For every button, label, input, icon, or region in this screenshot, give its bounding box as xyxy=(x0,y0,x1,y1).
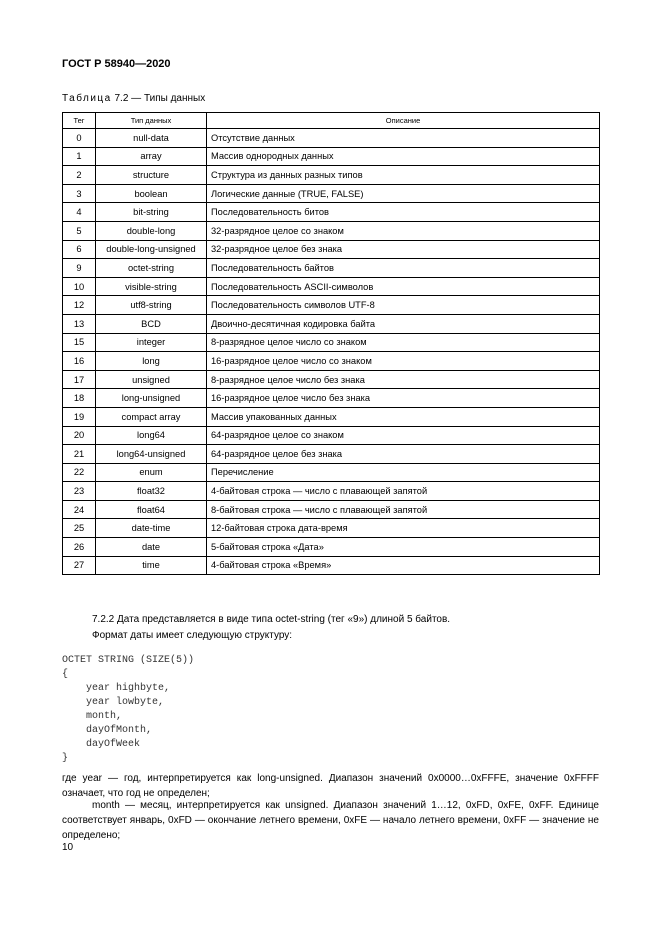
cell-tag: 25 xyxy=(63,519,96,538)
table-row xyxy=(63,240,600,259)
cell-type: utf8-string xyxy=(96,296,207,315)
cell-tag: 9 xyxy=(63,259,96,278)
cell-description: Массив однородных данных xyxy=(207,147,600,166)
table-row xyxy=(63,426,600,445)
cell-type: double-long xyxy=(96,221,207,240)
cell-tag: 3 xyxy=(63,184,96,203)
cell-description: Последовательность байтов xyxy=(207,259,600,278)
code-block: OCTET STRING (SIZE(5)) { year highbyte, year lowbyte, month, dayOfMonth, dayOfWeek } xyxy=(62,655,195,764)
cell-type: bit-string xyxy=(96,203,207,222)
table-row xyxy=(63,407,600,426)
cell-description: 8-байтовая строка — число с плавающей запятой xyxy=(207,500,600,519)
paragraph-date-format: Формат даты имеет следующую структуру: xyxy=(92,630,293,641)
cell-description: Структура из данных разных типов xyxy=(207,166,600,185)
cell-tag: 15 xyxy=(63,333,96,352)
cell-type: enum xyxy=(96,463,207,482)
cell-tag: 16 xyxy=(63,352,96,371)
table-row xyxy=(63,333,600,352)
cell-type: visible-string xyxy=(96,277,207,296)
table-row xyxy=(63,184,600,203)
cell-type: float64 xyxy=(96,500,207,519)
table-row xyxy=(63,147,600,166)
paragraph-7-2-2: 7.2.2 Дата представляется в виде типа octet-string (тег «9») длиной 5 байтов. xyxy=(92,614,451,625)
cell-type: long xyxy=(96,352,207,371)
cell-type: unsigned xyxy=(96,370,207,389)
cell-description: 64-разрядное целое со знаком xyxy=(207,426,600,445)
cell-type: BCD xyxy=(96,314,207,333)
cell-description: 4-байтовая строка — число с плавающей запятой xyxy=(207,482,600,501)
header-tag: Тег xyxy=(63,113,96,129)
cell-description: 32-разрядное целое без знака xyxy=(207,240,600,259)
table-row xyxy=(63,166,600,185)
table-row xyxy=(63,277,600,296)
cell-description: Массив упакованных данных xyxy=(207,407,600,426)
table-row xyxy=(63,129,600,148)
cell-tag: 21 xyxy=(63,445,96,464)
cell-type: double-long-unsigned xyxy=(96,240,207,259)
table-row xyxy=(63,314,600,333)
paragraph-month: month — месяц, интерпретируется как unsigned. Диапазон значений 1…12, 0xFD, 0xFE, 0xFF. Единице соответствует январь, 0xFD — окончание летнего времени, 0xFE — начало летнего времени, 0xFF — значение не определено; xyxy=(62,800,599,841)
cell-tag: 19 xyxy=(63,407,96,426)
table-row xyxy=(63,463,600,482)
header-type: Тип данных xyxy=(96,113,207,129)
table-row xyxy=(63,445,600,464)
cell-description: 32-разрядное целое со знаком xyxy=(207,221,600,240)
cell-description: 16-разрядное целое число без знака xyxy=(207,389,600,408)
table-row xyxy=(63,482,600,501)
table-caption-prefix: Таблица xyxy=(62,93,112,104)
cell-tag: 10 xyxy=(63,277,96,296)
cell-type: float32 xyxy=(96,482,207,501)
table-row xyxy=(63,352,600,371)
cell-tag: 4 xyxy=(63,203,96,222)
cell-tag: 0 xyxy=(63,129,96,148)
paragraph-year: где year — год, интерпретируется как long-unsigned. Диапазон значений 0x0000…0xFFFE, значение 0xFFFF означает, что год не определен; xyxy=(62,773,599,799)
cell-type: long64 xyxy=(96,426,207,445)
table-row xyxy=(63,556,600,575)
document-header: ГОСТ Р 58940—2020 xyxy=(62,58,171,70)
cell-description: 12-байтовая строка дата-время xyxy=(207,519,600,538)
page-number: 10 xyxy=(62,842,74,853)
cell-type: boolean xyxy=(96,184,207,203)
cell-type: array xyxy=(96,147,207,166)
cell-tag: 12 xyxy=(63,296,96,315)
cell-description: Логические данные (TRUE, FALSE) xyxy=(207,184,600,203)
table-row xyxy=(63,259,600,278)
cell-tag: 5 xyxy=(63,221,96,240)
cell-description: Последовательность битов xyxy=(207,203,600,222)
table-row xyxy=(63,221,600,240)
cell-description: Перечисление xyxy=(207,463,600,482)
cell-type: time xyxy=(96,556,207,575)
cell-description: Отсутствие данных xyxy=(207,129,600,148)
cell-tag: 24 xyxy=(63,500,96,519)
cell-tag: 13 xyxy=(63,314,96,333)
cell-tag: 1 xyxy=(63,147,96,166)
cell-description: 5-байтовая строка «Дата» xyxy=(207,538,600,557)
table-row xyxy=(63,538,600,557)
cell-type: octet-string xyxy=(96,259,207,278)
table-row xyxy=(63,519,600,538)
cell-tag: 20 xyxy=(63,426,96,445)
table-row xyxy=(63,296,600,315)
cell-type: long-unsigned xyxy=(96,389,207,408)
cell-tag: 2 xyxy=(63,166,96,185)
cell-description: 8-разрядное целое число со знаком xyxy=(207,333,600,352)
cell-tag: 27 xyxy=(63,556,96,575)
cell-description: 16-разрядное целое число со знаком xyxy=(207,352,600,371)
cell-tag: 23 xyxy=(63,482,96,501)
cell-tag: 26 xyxy=(63,538,96,557)
table-header-row xyxy=(63,113,600,129)
cell-type: compact array xyxy=(96,407,207,426)
cell-description: Последовательность символов UTF-8 xyxy=(207,296,600,315)
cell-type: integer xyxy=(96,333,207,352)
table-row xyxy=(63,370,600,389)
cell-description: Двоично-десятичная кодировка байта xyxy=(207,314,600,333)
table-row xyxy=(63,500,600,519)
cell-type: long64-unsigned xyxy=(96,445,207,464)
cell-tag: 17 xyxy=(63,370,96,389)
table-caption-title: 7.2 — Типы данных xyxy=(111,93,206,104)
cell-type: structure xyxy=(96,166,207,185)
cell-description: 4-байтовая строка «Время» xyxy=(207,556,600,575)
cell-description: 64-разрядное целое без знака xyxy=(207,445,600,464)
cell-tag: 6 xyxy=(63,240,96,259)
table-row xyxy=(63,389,600,408)
data-types-table xyxy=(62,112,600,575)
cell-description: Последовательность ASCII-символов xyxy=(207,277,600,296)
table-body xyxy=(63,129,600,575)
table-row xyxy=(63,203,600,222)
cell-description: 8-разрядное целое число без знака xyxy=(207,370,600,389)
cell-tag: 18 xyxy=(63,389,96,408)
header-description: Описание xyxy=(207,113,600,129)
cell-type: date xyxy=(96,538,207,557)
cell-type: date-time xyxy=(96,519,207,538)
cell-type: null-data xyxy=(96,129,207,148)
table-caption xyxy=(62,93,205,104)
cell-tag: 22 xyxy=(63,463,96,482)
